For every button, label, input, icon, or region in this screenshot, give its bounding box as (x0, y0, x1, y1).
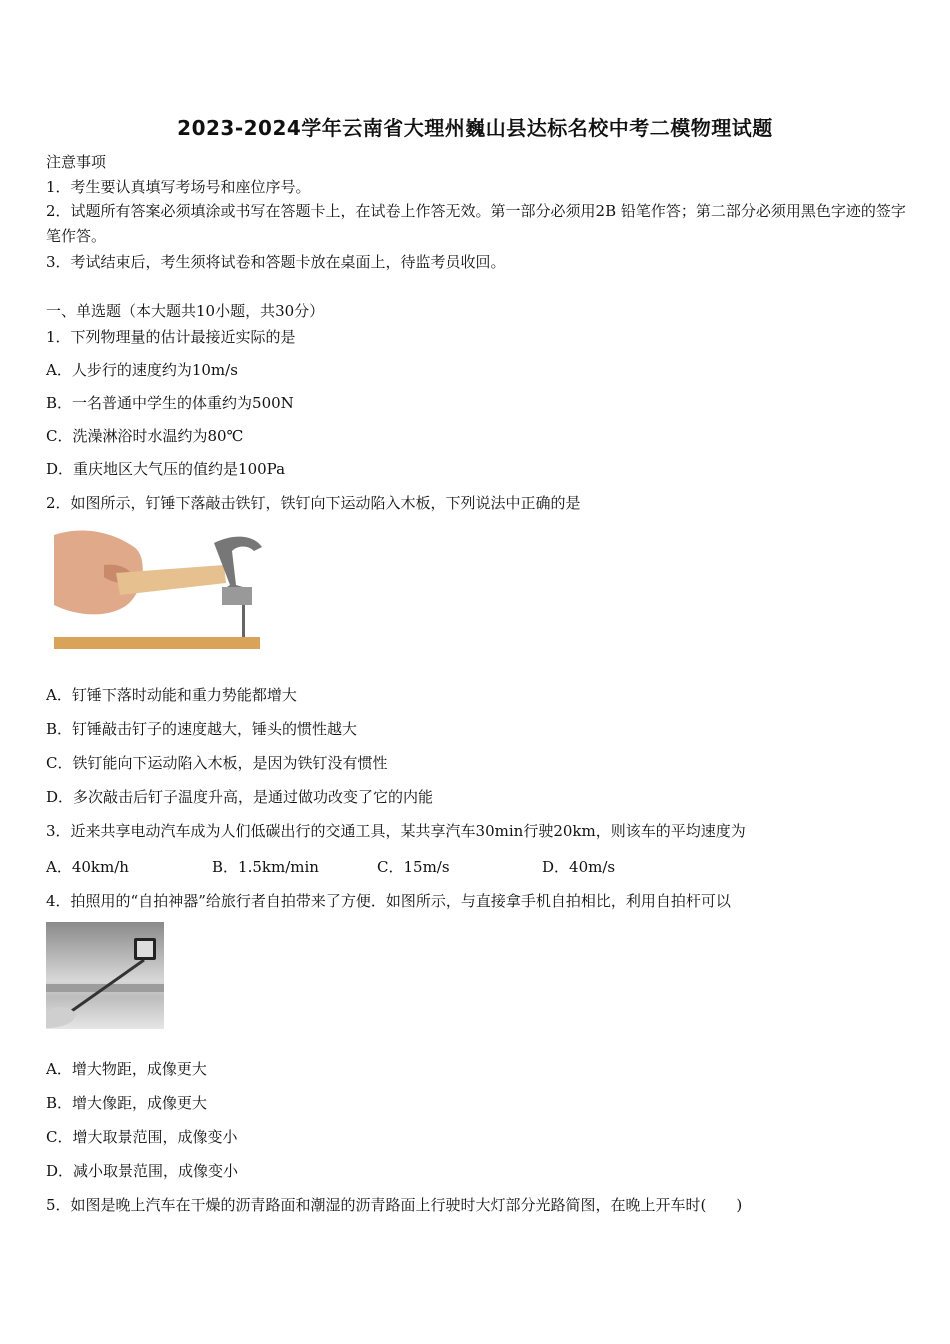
question-3-stem: 3．近来共享电动汽车成为人们低碳出行的交通工具，某共享汽车30min行驶20km，则该车的平均速度为 (46, 822, 746, 840)
question-2-option-c: C．铁钉能向下运动陷入木板，是因为铁钉没有惯性 (46, 754, 388, 772)
question-4-option-d: D．减小取景范围，成像变小 (46, 1162, 239, 1180)
section-heading: 一、单选题（本大题共10小题，共30分） (46, 302, 325, 320)
question-2-option-b: B．钉锤敲击钉子的速度越大，锤头的惯性越大 (46, 720, 358, 738)
question-1-option-d: D．重庆地区大气压的值约是100Pa (46, 460, 286, 478)
selfie-stick-figure (46, 922, 164, 1029)
hammer-nail-figure (54, 525, 264, 655)
question-1-option-b: B．一名普通中学生的体重约为500N (46, 394, 294, 412)
question-3-option-b: B．1.5km/min (212, 858, 319, 876)
question-1-stem: 1．下列物理量的估计最接近实际的是 (46, 328, 296, 346)
question-2-option-d: D．多次敲击后钉子温度升高，是通过做功改变了它的内能 (46, 788, 434, 806)
notice-item-2: 2．试题所有答案必须填涂或书写在答题卡上，在试卷上作答无效。第一部分必须用2B 铅笔作答；第二部分必须用黑色字迹的签字笔作答。 (46, 202, 906, 245)
question-2-option-a: A．钉锤下落时动能和重力势能都增大 (46, 686, 297, 704)
question-1-option-c: C．洗澡淋浴时水温约为80℃ (46, 427, 244, 445)
notice-item-1: 1．考生要认真填写考场号和座位序号。 (46, 178, 311, 196)
question-5-stem: 5．如图是晚上汽车在干燥的沥青路面和潮湿的沥青路面上行驶时大灯部分光路简图，在晚上开车时( ) (46, 1196, 743, 1214)
question-3-option-d: D．40m/s (542, 858, 616, 876)
question-4-stem: 4．拍照用的“自拍神器”给旅行者自拍带来了方便．如图所示，与直接拿手机自拍相比，利用自拍杆可以 (46, 892, 731, 910)
question-3-option-a: A．40km/h (46, 858, 129, 876)
page-title: 2023-2024学年云南省大理州巍山县达标名校中考二模物理试题 (177, 116, 773, 140)
notice-heading: 注意事项 (46, 153, 107, 171)
question-4-option-b: B．增大像距，成像更大 (46, 1094, 208, 1112)
nail (242, 605, 245, 637)
question-3-option-c: C．15m/s (377, 858, 450, 876)
question-4-option-c: C．增大取景范围，成像变小 (46, 1128, 238, 1146)
notice-item-3: 3．考试结束后，考生须将试卷和答题卡放在桌面上，待监考员收回。 (46, 253, 506, 271)
question-2-stem: 2．如图所示，钉锤下落敲击铁钉，铁钉向下运动陷入木板，下列说法中正确的是 (46, 494, 581, 512)
question-4-option-a: A．增大物距，成像更大 (46, 1060, 207, 1078)
question-1-option-a: A．人步行的速度约为10m/s (46, 361, 238, 379)
wooden-board (54, 637, 260, 649)
